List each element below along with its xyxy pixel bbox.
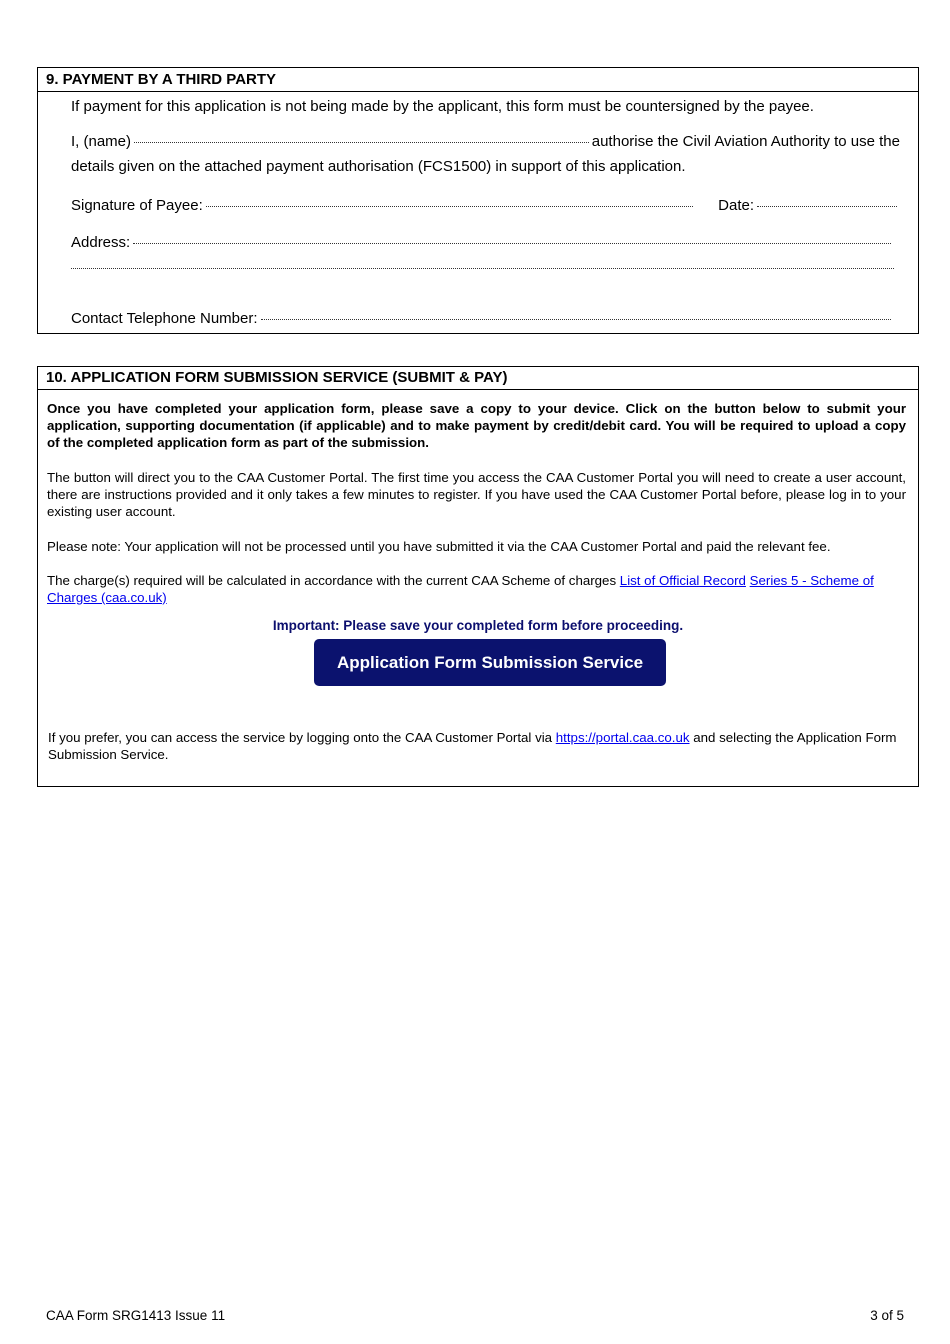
official-record-link[interactable]: List of Official Record xyxy=(619,573,746,588)
important-notice: Important: Please save your completed form before proceeding. xyxy=(272,618,684,633)
signature-row xyxy=(71,197,900,214)
phone-field[interactable] xyxy=(261,319,891,320)
section-9-title: 9. PAYMENT BY A THIRD PARTY xyxy=(38,68,918,92)
name-field-row xyxy=(71,133,900,150)
address-label: Address: xyxy=(71,234,131,251)
authorise-text-line2: details given on the attached payment authorisation (FCS1500) in support of this application. xyxy=(71,158,686,175)
phone-row xyxy=(71,310,894,327)
note-paragraph: Please note: Your application will not be processed until you have submitted it via the CAA Customer Portal and paid the relevant fee. xyxy=(47,539,831,554)
name-field[interactable] xyxy=(134,142,589,143)
prefer-text: If you prefer, you can access the service by logging onto the CAA Customer Portal via xyxy=(48,730,556,745)
page-number: 3 of 5 xyxy=(870,1308,904,1323)
section-10-submission-service xyxy=(37,366,919,787)
signature-label: Signature of Payee: xyxy=(71,197,203,214)
address-row xyxy=(71,234,894,251)
section-10-title: 10. APPLICATION FORM SUBMISSION SERVICE (SUBMIT & PAY) xyxy=(38,367,918,390)
date-label: Date: xyxy=(718,197,754,214)
authorise-text: authorise the Civil Aviation Authority to use the xyxy=(591,133,900,150)
section-9-payment-third-party xyxy=(37,67,919,334)
scheme-of-charges-link[interactable]: Series 5 - Scheme of Charges (caa.co.uk) xyxy=(47,573,874,605)
address-field-line2[interactable] xyxy=(71,268,894,269)
prefer-text-end: and selecting the Application Form Submission Service. xyxy=(48,730,897,762)
address-row-2 xyxy=(71,271,894,289)
phone-label: Contact Telephone Number: xyxy=(71,310,258,327)
date-field[interactable] xyxy=(757,206,897,207)
application-form-submission-button[interactable]: Application Form Submission Service xyxy=(314,639,666,686)
prefer-paragraph xyxy=(48,729,906,763)
signature-field[interactable] xyxy=(206,206,693,207)
submission-intro: Once you have completed your application form, please save a copy to your device. Click on the button below to submit your application, supporting documentation (if applicable) and to make payment by credit/debit card. You will be required to upload a copy of the completed application form as part of the submission. xyxy=(47,401,906,450)
address-field[interactable] xyxy=(133,243,891,244)
charges-paragraph xyxy=(47,572,906,606)
section-9-intro: If payment for this application is not being made by the applicant, this form must be countersigned by the payee. xyxy=(71,98,814,115)
form-id: CAA Form SRG1413 Issue 11 xyxy=(46,1308,226,1323)
charges-text: The charge(s) required will be calculated in accordance with the current CAA Scheme of charges xyxy=(47,573,620,588)
portal-link[interactable]: https://portal.caa.co.uk xyxy=(555,730,690,745)
name-label: I, (name) xyxy=(71,133,132,150)
portal-paragraph: The button will direct you to the CAA Customer Portal. The first time you access the CAA Customer Portal you will need to create a user account, there are instructions provided and it only takes a few minutes to register. If you have used the CAA Customer Portal before, please log in to your existing user account. xyxy=(47,470,906,519)
